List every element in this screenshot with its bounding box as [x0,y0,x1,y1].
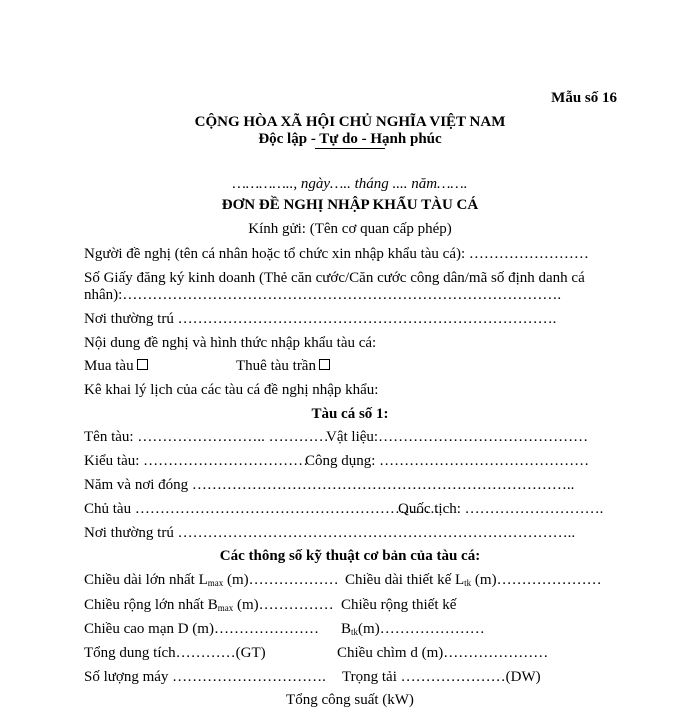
ship-name-field: Tên tàu: …………………….. ………… [84,429,329,445]
request-content-label: Nội dung đề nghị và hình thức nhập khẩu tàu cá: [84,335,377,351]
national-motto: Độc lập - Tự do - Hạnh phúc [258,131,442,147]
country-name: CỘNG HÒA XÃ HỘI CHỦ NGHĨA VIỆT NAM [194,114,506,130]
ship-heading: Tàu cá số 1: [311,406,389,422]
import-options-row [84,358,148,375]
owner-residence-field: Nơi thường trú …………………………………………………………………….. [84,525,576,541]
document-title: ĐƠN ĐỀ NGHỊ NHẬP KHẨU TÀU CÁ [221,197,479,213]
ship-type-field: Kiểu tàu: …………………………… [84,453,309,469]
applicant-name-field: Người đề nghị (tên cá nhân hoặc tổ chức xin nhập khẩu tàu cá): …………………… [84,246,589,262]
engine-count-field: Số lượng máy …………………………. [84,669,326,685]
total-power-label: Tổng công suất (kW) [286,692,414,708]
btk-label: Chiều rộng thiết kế [341,597,457,613]
ship-owner-field: Chủ tàu ……………………………………………………. [84,501,439,517]
ship-material-field: Vật liệu:…………………………………… [326,429,589,445]
build-year-place-field: Năm và nơi đóng ………………………………………………………………….. [84,477,575,493]
nationality-field: Quốc tịch: ………………………. [398,501,604,517]
ship-usage-field: Công dụng: …………………………………… [305,453,590,469]
buy-option-label: Mua tàu [84,358,134,374]
depth-field: Chiều cao mạn D (m)………………… [84,621,319,637]
buy-option-checkbox[interactable] [137,359,148,370]
lmax-field: Chiều dài lớn nhất $L_{max}$ (m)……………… [84,572,339,588]
draft-field: Chiều chìm d (m)………………… [337,645,549,661]
license-field-line1: Số Giấy đăng ký kinh doanh (Thẻ căn cước/Căn cước công dân/mã số định danh cá [84,270,585,286]
deadweight-field: Trọng tải …………………(DW) [342,669,541,685]
license-field-line2: nhân):……………………………………………………………………………. [84,287,562,303]
date-line: ………….., ngày….. tháng .... năm……. [232,176,468,192]
btk-field: $B_{tk}(m)\dots\dots\dots\dots\dots\dots\dots$ [341,621,485,637]
lease-option [236,358,330,375]
ltk-field: Chiều dài thiết kế $L_{tk}$ (m)………………… [345,572,602,588]
lease-option-label: Thuê tàu trần [236,358,316,374]
bmax-field: Chiều rộng lớn nhất $B_{max}$ (m)…………… [84,597,334,613]
tech-heading: Các thông số kỹ thuật cơ bản của tàu cá: [219,548,481,564]
form-number: Mẫu số 16 [551,90,617,106]
motto-underline [315,148,385,149]
residence-field: Nơi thường trú …………………………………………………………………. [84,311,557,327]
gross-tonnage-field: Tổng dung tích…………(GT) [84,645,266,661]
lease-option-checkbox[interactable] [319,359,330,370]
recipient-line: Kính gửi: (Tên cơ quan cấp phép) [248,221,452,237]
declare-label: Kê khai lý lịch của các tàu cá đề nghị nhập khẩu: [84,382,379,398]
